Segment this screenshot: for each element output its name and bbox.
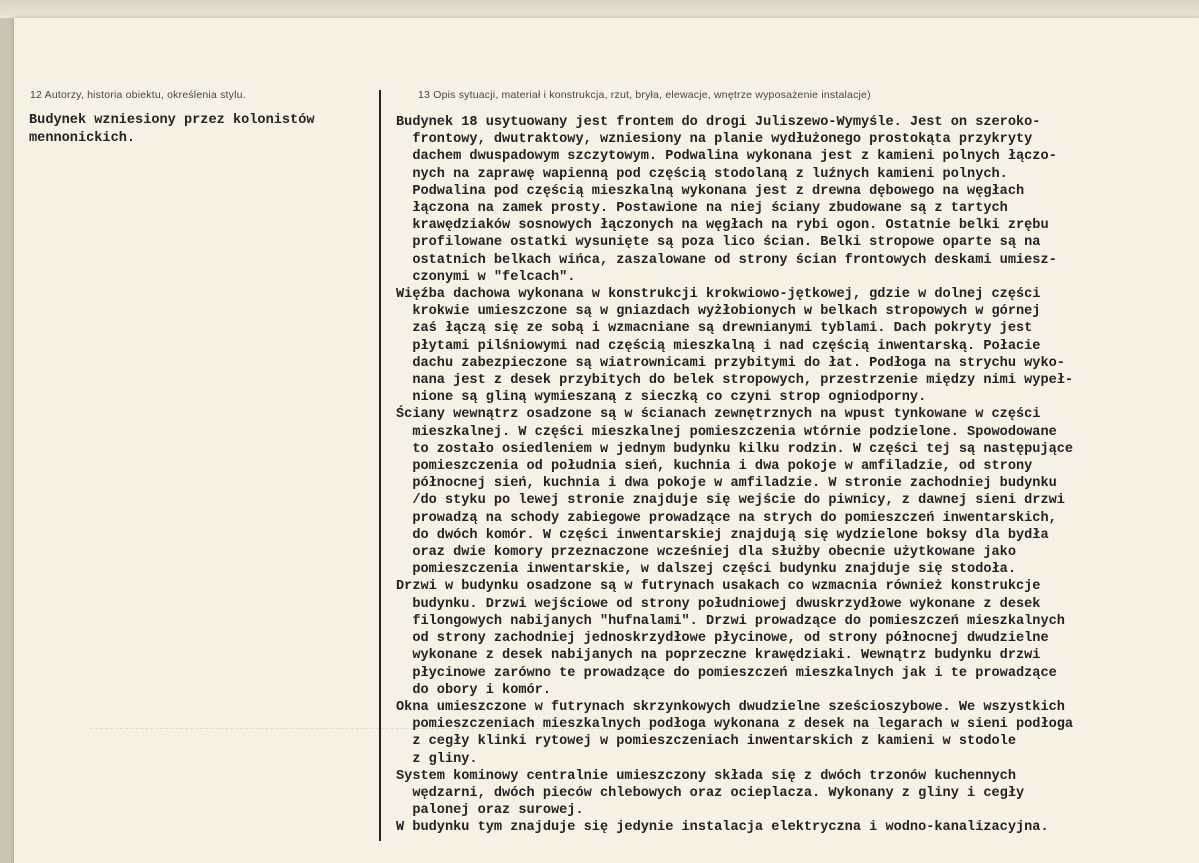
text-line: do dwóch komór. W części inwentarskiej znajdują się wydzielone boksy dla bydła	[396, 527, 1049, 543]
text-line: ostatnich belkach wińca, zaszalowane od strony ścian frontowych deskami umiesz-	[396, 252, 1057, 268]
text-line: Budynek 18 usytuowany jest frontem do drogi Juliszewo-Wymyśle. Jest on szeroko-	[396, 115, 1041, 130]
text-line: mieszkalnej. W części mieszkalnej pomieszczenia wtórnie podzielone. Spowodowane	[396, 424, 1057, 440]
section-12-header: 12 Autorzy, historia obiektu, określenia stylu.	[30, 89, 246, 101]
text-line: filongowych nabijanych "hufnalami". Drzwi prowadzące do pomieszczeń mieszkalnych	[396, 613, 1065, 629]
text-line: mennonickich.	[29, 130, 136, 146]
text-line: północnej sień, kuchnia i dwa pokoje w amfiladzie. W stronie zachodniej budynku	[396, 476, 1057, 492]
text-line: nione są gliną wymieszaną z sieczką co czyni strop ogniodporny.	[396, 390, 927, 406]
text-line: z gliny.	[396, 751, 478, 767]
text-line: Okna umieszczone w futrynach skrzynkowych dwudzielne sześcioszybowe. We wszystkich	[396, 699, 1065, 715]
text-line: System kominowy centralnie umieszczony składa się z dwóch trzonów kuchennych	[396, 768, 1016, 784]
text-line: krawędziaków sosnowych łączonych na węgłach na rybi ogon. Ostatnie belki zrębu	[396, 218, 1049, 234]
text-line: dachu zabezpieczone są wiatrownicami przybitymi do łat. Podłoga na strychu wyko-	[396, 355, 1065, 371]
scan-top-edge	[0, 0, 1199, 18]
text-line: prowadzą na schody zabiegowe prowadzące na strych do pomieszczeń inwentarskich,	[396, 510, 1057, 526]
text-line: łączona na zamek prosty. Postawione na niej ściany zbudowane są z tartych	[396, 201, 1008, 217]
text-line: płytami pilśniowymi nad częścią mieszkalną i nad częścią inwentarską. Połacie	[396, 338, 1041, 354]
text-line: nana jest z desek przybitych do belek stropowych, przestrzenie między nimi wypeł-	[396, 373, 1074, 389]
text-line: od strony zachodniej jednoskrzydłowe płycinowe, od strony północnej dwudzielne	[396, 631, 1049, 647]
text-line: /do styku po lewej stronie znajduje się wejście do piwnicy, z dawnej sieni drzwi	[396, 493, 1065, 509]
text-line: to zostało osiedleniem w jednym budynku kilku rodzin. W części tej są następujące	[396, 441, 1074, 457]
text-line: W budynku tym znajduje się jedynie instalacja elektryczna i wodno-kanalizacyjna.	[396, 820, 1049, 836]
text-line: pomieszczeniach mieszkalnych podłoga wykonana z desek na legarach w sieni podłoga	[396, 717, 1074, 733]
text-line: wędzarni, dwóch pieców chlebowych oraz ocieplacza. Wykonany z gliny i cegły	[396, 785, 1025, 801]
text-line: krokwie umieszczone są w gniazdach wyżłobionych w belkach stropowych w górnej	[396, 304, 1041, 320]
text-line: z cegły klinki rytowej w pomieszczeniach inwentarskich z kamieni w stodole	[396, 734, 1016, 750]
text-line: palonej oraz surowej.	[396, 803, 584, 819]
text-line: czonymi w "felcach".	[396, 269, 576, 285]
text-line: Więźba dachowa wykonana w konstrukcji krokwiowo-jętkowej, gdzie w dolnej części	[396, 287, 1041, 303]
text-line: zaś łączą się ze sobą i wzmacniane są drewnianymi tyblami. Dach pokryty jest	[396, 321, 1033, 337]
text-line: oraz dwie komory przeznaczone wcześniej dla służby obecnie użytkowane jako	[396, 545, 1016, 561]
text-line: wykonane z desek nabijanych na poprzeczne krawędziaki. Wewnątrz budynku drzwi	[396, 648, 1041, 664]
text-line: do obory i komór.	[396, 682, 551, 698]
text-line: płycinowe zarówno te prowadzące do pomieszczeń mieszkalnych jak i te prowadzące	[396, 665, 1057, 681]
authors-history-text	[29, 112, 374, 147]
text-line: dachem dwuspadowym szczytowym. Podwalina wykonana jest z kamieni polnych łączo-	[396, 149, 1057, 165]
text-line: Budynek wzniesiony przez kolonistów	[29, 113, 315, 128]
text-line: Podwalina pod częścią mieszkalną wykonana jest z drewna dębowego na węgłach	[396, 183, 1025, 199]
text-line: pomieszczenia inwentarskie, w dalszej części budynku znajduje się stodoła.	[396, 562, 1016, 578]
text-line: profilowane ostatki wysunięte są poza lico ścian. Belki stropowe oparte są na	[396, 235, 1041, 251]
text-line: nych na zaprawę wapienną pod częścią stodolaną z luźnych kamieni polnych.	[396, 166, 1008, 182]
section-13-header: 13 Opis sytuacji, materiał i konstrukcja, rzut, bryła, elewacje, wnętrze wyposażenie instalacje)	[418, 89, 871, 101]
text-line: Drzwi w budynku osadzone są w futrynach usakach co wzmacnia również konstrukcje	[396, 579, 1041, 595]
text-line: pomieszczenia od południa sień, kuchnia i dwa pokoje w amfiladzie, od strony	[396, 459, 1033, 475]
text-line: budynku. Drzwi wejściowe od strony południowej dwuskrzydłowe wykonane z desek	[396, 596, 1041, 612]
building-description-text	[396, 114, 1196, 837]
text-line: Ściany wewnątrz osadzone są w ścianach zewnętrznych na wpust tynkowane w części	[396, 407, 1041, 423]
text-line: frontowy, dwutraktowy, wzniesiony na planie wydłużonego prostokąta przykryty	[396, 132, 1033, 148]
